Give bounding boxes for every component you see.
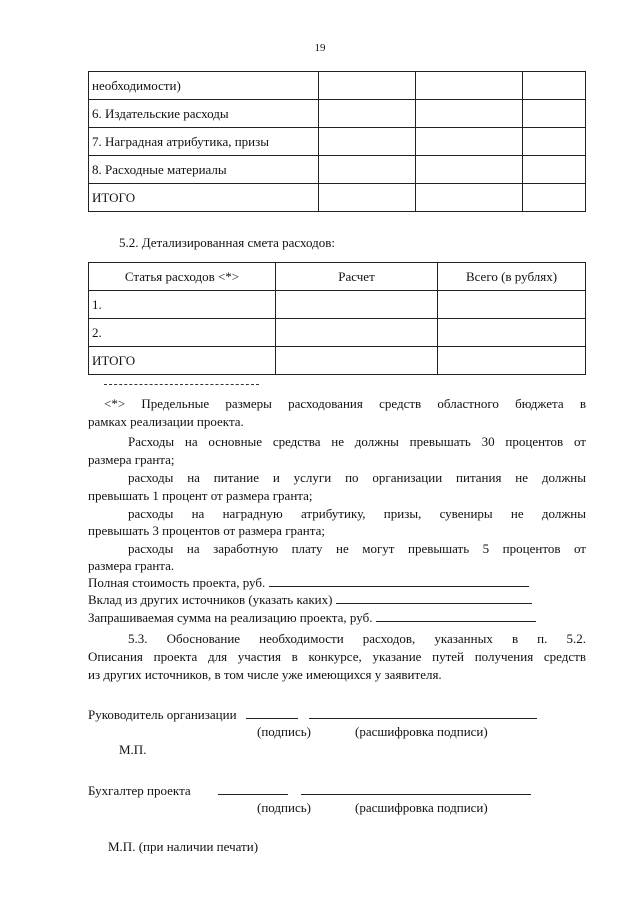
field-requested-sum-label: Запрашиваемая сумма на реализацию проекта, руб.: [88, 610, 373, 625]
requested-sum-blank[interactable]: [376, 609, 536, 622]
page-number: 19: [314, 42, 326, 54]
table-row: [89, 184, 586, 212]
estimate-row-label: 2.: [89, 319, 276, 347]
budget-table: [88, 71, 586, 212]
budget-row-label: 7. Наградная атрибутика, призы: [89, 128, 319, 156]
accountant-signature-blank[interactable]: [218, 782, 288, 795]
column-header-calculation: Расчет: [276, 263, 438, 291]
section-5-2-heading: 5.2. Детализированная смета расходов:: [119, 235, 335, 250]
budget-row-label: 8. Расходные материалы: [89, 156, 319, 184]
total-cost-blank[interactable]: [269, 574, 529, 587]
estimate-row-label: 1.: [89, 291, 276, 319]
table-row: [89, 291, 586, 319]
table-row: [89, 319, 586, 347]
field-total-cost-label: Полная стоимость проекта, руб.: [88, 575, 266, 590]
signature-caption: (подпись): [257, 800, 311, 815]
footnote-line: расходы на заработную плату не могут превышать 5 процентов от: [128, 541, 586, 556]
footnote-line: расходы на питание и услуги по организации питания не должны: [128, 470, 586, 485]
footnote-line: превышать 1 процент от размера гранта;: [88, 488, 313, 503]
footnote-line: размера гранта;: [88, 452, 175, 467]
section-5-3-line: Описания проекта для участия в конкурсе, указание путей получения средств: [88, 649, 586, 664]
head-signature-line: [88, 706, 537, 723]
accountant-transcript-blank[interactable]: [301, 782, 531, 795]
footnote-line: <*> Предельные размеры расходования средств областного бюджета в: [104, 396, 586, 411]
footnote-line: Расходы на основные средства не должны превышать 30 процентов от: [128, 434, 586, 449]
budget-row-label: необходимости): [89, 72, 319, 100]
other-sources-blank[interactable]: [336, 591, 532, 604]
footnote-line: расходы на наградную атрибутику, призы, сувениры не должны: [128, 506, 586, 521]
section-5-3-line: из других источников, в том числе уже имеющихся у заявителя.: [88, 667, 442, 682]
footnote-line: размера гранта.: [88, 558, 175, 573]
table-row: [89, 72, 586, 100]
head-label: Руководитель организации: [88, 707, 237, 722]
section-5-3-line: 5.3. Обоснование необходимости расходов, указанных в п. 5.2.: [128, 631, 586, 646]
field-total-cost: [88, 574, 529, 591]
stamp-label: М.П.: [119, 742, 147, 757]
table-row: [89, 100, 586, 128]
accountant-signature-line: [88, 782, 531, 799]
stamp-note: М.П. (при наличии печати): [108, 839, 259, 854]
column-header-item: Статья расходов <*>: [89, 263, 276, 291]
estimate-total-label: ИТОГО: [89, 347, 276, 375]
head-transcript-blank[interactable]: [309, 706, 537, 719]
head-signature-blank[interactable]: [246, 706, 298, 719]
detailed-estimate-table: [88, 262, 586, 375]
table-row: [89, 128, 586, 156]
table-row: [89, 347, 586, 375]
field-requested-sum: [88, 609, 536, 626]
footnote-line: рамках реализации проекта.: [88, 414, 244, 429]
budget-row-label: 6. Издательские расходы: [89, 100, 319, 128]
transcript-caption: (расшифровка подписи): [355, 800, 488, 815]
field-other-sources: [88, 591, 532, 608]
table-header-row: [89, 263, 586, 291]
field-other-sources-label: Вклад из других источников (указать каких): [88, 592, 333, 607]
table-row: [89, 156, 586, 184]
transcript-caption: (расшифровка подписи): [355, 724, 488, 739]
accountant-label: Бухгалтер проекта: [88, 783, 191, 798]
column-header-total: Всего (в рублях): [438, 263, 586, 291]
footnote-line: превышать 3 процентов от размера гранта;: [88, 523, 325, 538]
budget-total-label: ИТОГО: [89, 184, 319, 212]
footnote-divider: [104, 384, 259, 385]
signature-caption: (подпись): [257, 724, 311, 739]
